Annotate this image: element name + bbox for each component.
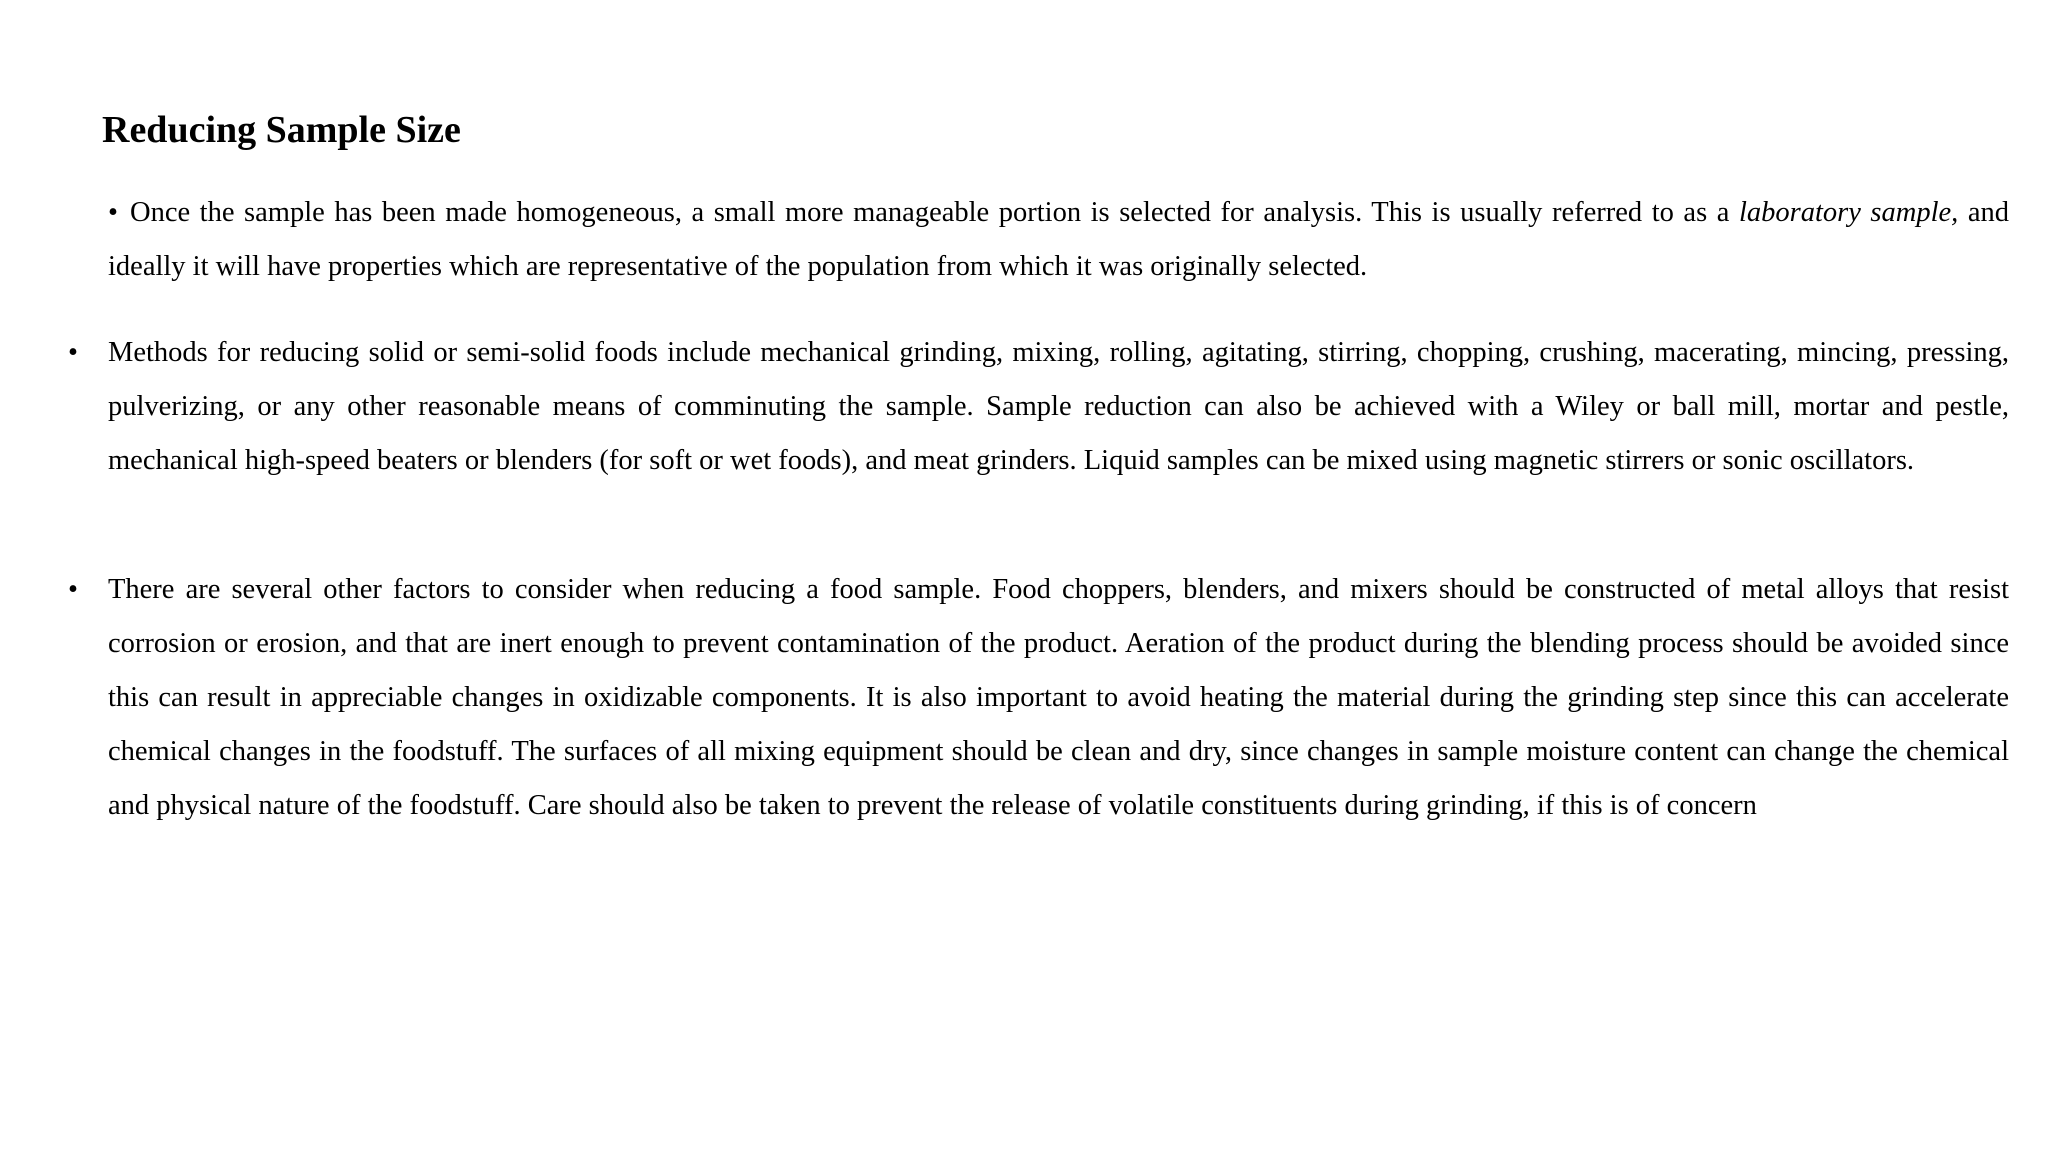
paragraph-reduction-methods: Methods for reducing solid or semi-solid foods include mechanical grinding, mixing, rolling, agitating, stirring, chopping, crushing, macerating, mincing, pressing, pulverizing, or any other reasonable means of comminuting the sample. Sample reduction can also be achieved with a Wiley or ball mill, mortar and pestle, mechanical high-speed beaters or blenders (for soft or wet foods), and meat grinders. Liquid samples can be mixed using magnetic stirrers or sonic oscillators. [108, 337, 2009, 476]
bullet-marker: • [108, 197, 118, 228]
paragraph-laboratory-sample [108, 186, 2009, 294]
slide-title: Reducing Sample Size [102, 109, 461, 151]
paragraph-text: and ideally it will have properties which are representative of the population from which it was originally selected. [108, 197, 2009, 282]
paragraph-text: Once the sample has been made homogeneous, a small more manageable portion is selected for analysis. This is usually referred to as a [129, 197, 1739, 228]
bullet-marker: • [68, 574, 78, 605]
bullet-marker: • [68, 337, 78, 368]
emphasis-term: laboratory sample, [1738, 197, 1959, 228]
paragraph-other-factors: There are several other factors to consider when reducing a food sample. Food choppers, blenders, and mixers should be constructed of metal alloys that resist corrosion or erosion, and that are inert enough to prevent contamination of the product. Aeration of the product during the blending process should be avoided since this can result in appreciable changes in oxidizable components. It is also important to avoid heating the material during the grinding step since this can accelerate chemical changes in the foodstuff. The surfaces of all mixing equipment should be clean and dry, since changes in sample moisture content can change the chemical and physical nature of the foodstuff. Care should also be taken to prevent the release of volatile constituents during grinding, if this is of concern [108, 574, 2009, 821]
